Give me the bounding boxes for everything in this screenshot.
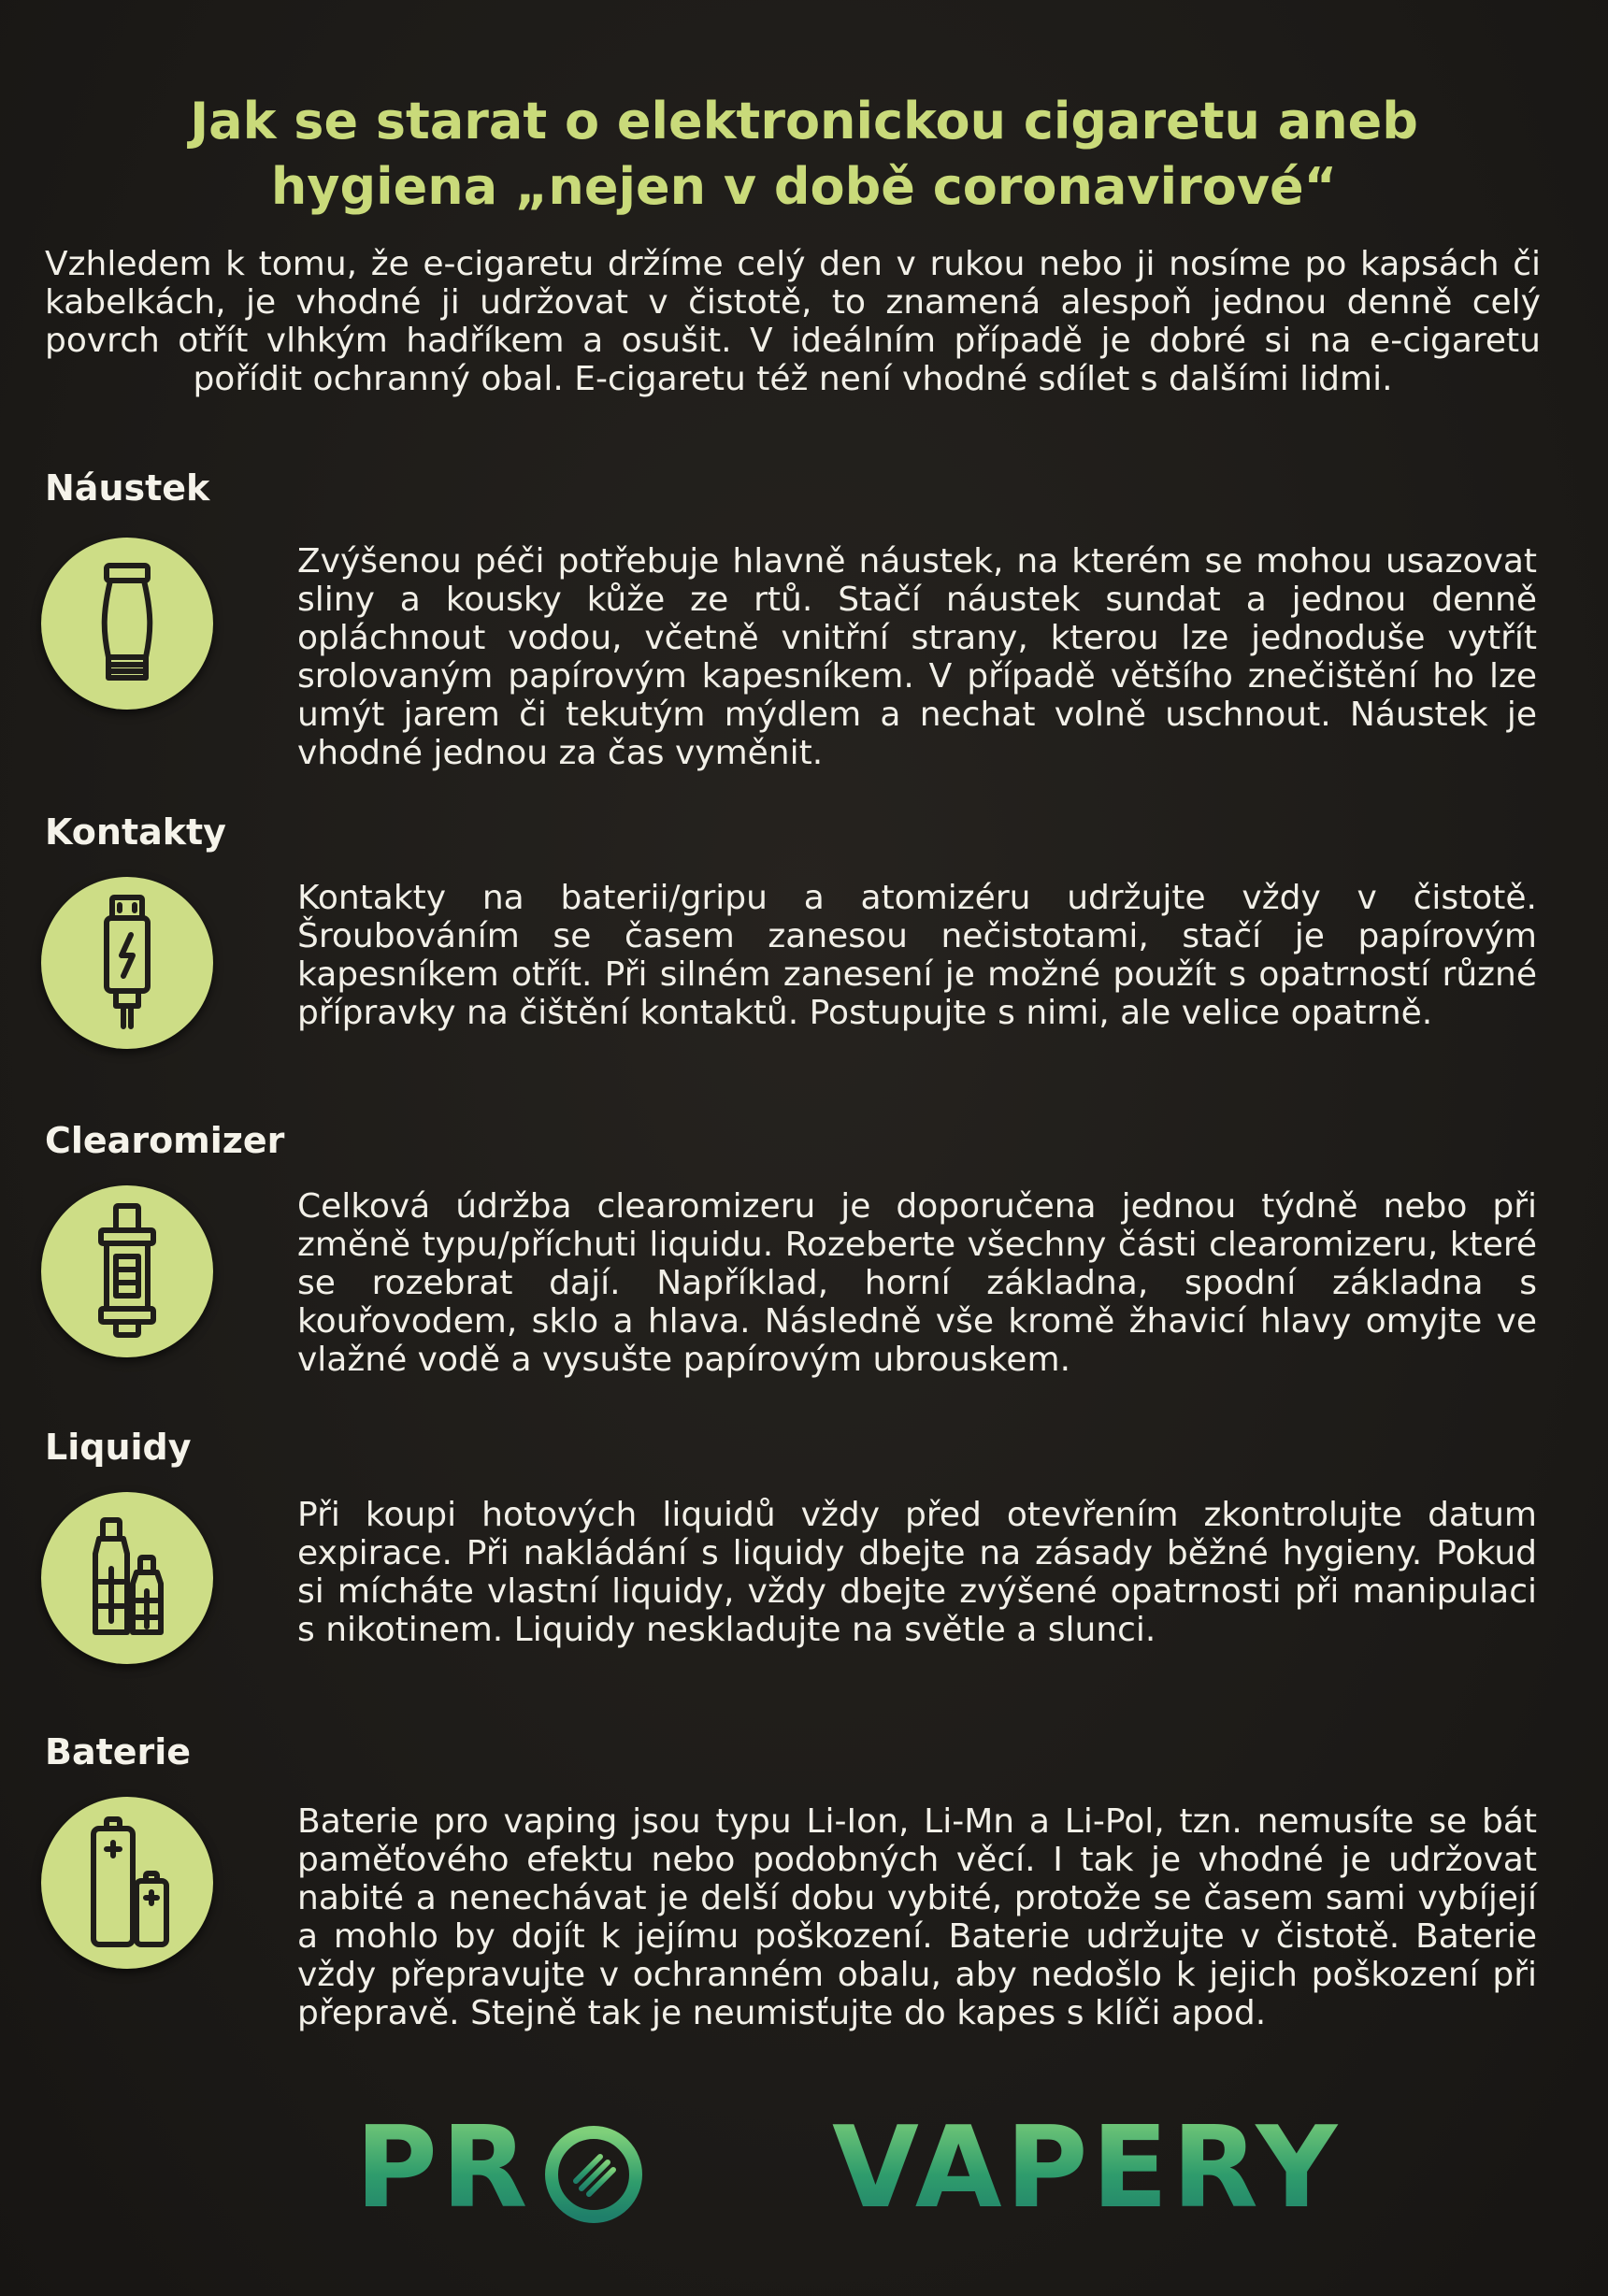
intro-paragraph: Vzhledem k tomu, že e-cigaretu držíme celý den v rukou nebo ji nosíme po kapsách či kabelkách, je vhodné ji udržovat v čistotě, to znamená alespoň jednou denně celý povrch otřít vlhkým hadříkem a osušit. V ideálním případě je dobré si na e-cigaretu pořídit ochranný obal. E-cigaretu též není vhodné sdílet s dalšími lidmi. (45, 245, 1541, 398)
section-heading-naustek: Náustek (45, 467, 210, 509)
title-line-1: Jak se starat o elektronickou cigaretu aneb (190, 92, 1418, 151)
section-heading-baterie: Baterie (45, 1731, 192, 1772)
charging-cable-icon (41, 877, 213, 1049)
logo-text-part-1: PR (355, 2103, 532, 2233)
logo-o-mark-icon (542, 2123, 645, 2226)
section-text-baterie: Baterie pro vaping jsou typu Li-Ion, Li-Mn a Li-Pol, tzn. nemusíte se bát paměťového efektu nebo podobných věcí. I tak je vhodné je udržovat nabité a nenechávat je delší dobu vybité, protože se časem sami vybíjejí a mohlo by dojít k jejímu poškození. Baterie udržujte v čistotě. Baterie vždy přepravujte v ochranném obalu, aby nedošlo k jejich poškození při přepravě. Stejně tak je neumisťujte do kapes s klíči apod. (297, 1802, 1537, 2032)
section-heading-liquidy: Liquidy (45, 1427, 192, 1468)
title-line-2: hygiena „nejen v době coronavirové“ (270, 157, 1338, 216)
section-text-clearomizer: Celková údržba clearomizeru je doporučena jednou týdně nebo při změně typu/příchuti liquidu. Rozeberte všechny části clearomizeru, které se rozebrat dají. Například, horní základna, spodní základna s kouřovodem, sklo a hlava. Následně vše kromě žhavicí hlavy omyjte ve vlažné vodě a vysušte papírovým ubrouskem. (297, 1187, 1537, 1379)
liquid-bottles-icon (41, 1492, 213, 1664)
section-text-liquidy: Při koupi hotových liquidů vždy před otevřením zkontrolujte datum expirace. Při nakládání s liquidy dbejte na zásady běžné hygieny. Pokud si mícháte vlastní liquidy, vždy dbejte zvýšené opatrnosti při manipulaci s nikotinem. Liquidy neskladujte na světle a slunci. (297, 1496, 1537, 1649)
batteries-icon (41, 1797, 213, 1969)
clearomizer-icon (41, 1185, 213, 1357)
logo-text-part-2: VAPERY (832, 2103, 1342, 2233)
section-heading-clearomizer: Clearomizer (45, 1120, 285, 1161)
section-heading-kontakty: Kontakty (45, 811, 226, 853)
mouthpiece-icon (41, 538, 213, 710)
section-text-kontakty: Kontakty na baterii/gripu a atomizéru udržujte vždy v čistotě. Šroubováním se časem zanesou nečistotami, stačí je papírovým kapesníkem otřít. Při silném zanesení je možné použít s opatrností různé přípravky na čištění kontaktů. Postupujte s nimi, ale velice opatrně. (297, 879, 1537, 1032)
page-title (75, 89, 1533, 220)
provapery-logo (346, 2103, 1342, 2233)
section-text-naustek: Zvýšenou péči potřebuje hlavně náustek, na kterém se mohou usazovat sliny a kousky kůže ze rtů. Stačí náustek sundat a jednou denně opláchnout vodou, včetně vnitřní strany, kterou lze jednoduše vytřít srolovaným papírovým kapesníkem. V případě většího znečištění ho lze umýt jarem či tekutým mýdlem a nechat volně uschnout. Náustek je vhodné jednou za čas vyměnit. (297, 542, 1537, 772)
